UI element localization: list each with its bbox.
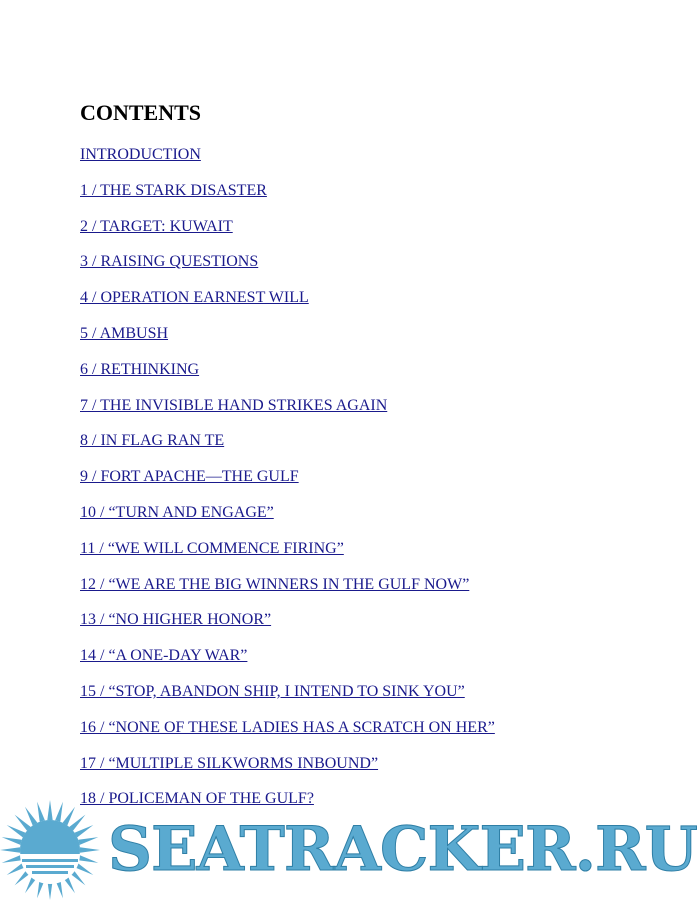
sun-ray: [2, 855, 22, 863]
sun-ray: [2, 837, 22, 845]
toc-item: [80, 432, 495, 468]
toc-item: [80, 253, 495, 289]
sun-ray: [63, 807, 75, 826]
toc-item: [80, 289, 495, 325]
toc-item: [80, 397, 495, 433]
toc-link-chapter-3[interactable]: 3 / RAISING QUESTIONS: [80, 253, 259, 271]
toc-item: [80, 325, 495, 361]
sun-ray: [75, 825, 94, 837]
toc-link-chapter-17[interactable]: 17 / “MULTIPLE SILKWORMS INBOUND”: [80, 754, 379, 772]
toc-link-chapter-8[interactable]: 8 / IN FLAG RAN TE: [80, 432, 225, 450]
toc-link-chapter-15[interactable]: 15 / “STOP, ABANDON SHIP, I INTEND TO SINK YOU”: [80, 682, 465, 700]
toc-link-introduction[interactable]: INTRODUCTION: [80, 146, 201, 163]
toc-item: [80, 361, 495, 397]
toc-item: [80, 504, 495, 540]
sun-ray: [47, 800, 52, 820]
watermark-text: SEATRACKER.RU: [108, 814, 697, 885]
toc-link-chapter-7[interactable]: 7 / THE INVISIBLE HAND STRIKES AGAIN: [80, 396, 388, 414]
table-of-contents: [80, 146, 495, 826]
sun-ray: [0, 847, 20, 852]
toc-item: [80, 755, 495, 791]
toc-item: [80, 611, 495, 647]
toc-link-chapter-6[interactable]: 6 / RETHINKING: [80, 360, 200, 378]
toc-item: [80, 468, 495, 504]
toc-link-chapter-5[interactable]: 5 / AMBUSH: [80, 324, 169, 342]
toc-link-chapter-11[interactable]: 11 / “WE WILL COMMENCE FIRING”: [80, 539, 344, 557]
sun-ray: [37, 802, 45, 822]
sun-ray: [15, 815, 31, 831]
toc-link-chapter-16[interactable]: 16 / “NONE OF THESE LADIES HAS A SCRATCH ON HER”: [80, 718, 495, 736]
toc-link-chapter-10[interactable]: 10 / “TURN AND ENGAGE”: [80, 503, 274, 521]
toc-link-chapter-4[interactable]: 4 / OPERATION EARNEST WILL: [80, 289, 309, 307]
toc-item: [80, 540, 495, 576]
page-title: CONTENTS: [80, 100, 202, 125]
toc-item: [80, 719, 495, 755]
toc-link-chapter-1[interactable]: 1 / THE STARK DISASTER: [80, 181, 267, 199]
toc-item: [80, 683, 495, 719]
sun-ray: [55, 802, 63, 822]
toc-link-chapter-2[interactable]: 2 / TARGET: KUWAIT: [80, 217, 233, 235]
toc-item: [80, 647, 495, 683]
toc-item: [80, 218, 495, 254]
toc-link-chapter-13[interactable]: 13 / “NO HIGHER HONOR”: [80, 611, 272, 629]
toc-item: [80, 576, 495, 612]
toc-item: [80, 182, 495, 218]
sun-icon: [0, 800, 100, 900]
toc-link-chapter-9[interactable]: 9 / FORT APACHE—THE GULF: [80, 468, 299, 486]
sun-ray: [80, 847, 100, 852]
toc-link-chapter-14[interactable]: 14 / “A ONE-DAY WAR”: [80, 647, 248, 665]
sun-ray: [78, 855, 98, 863]
sun-ray: [78, 837, 98, 845]
sun-ray: [25, 807, 37, 826]
sun-ray: [69, 815, 85, 831]
sun-ray: [7, 825, 26, 837]
toc-link-chapter-12[interactable]: 12 / “WE ARE THE BIG WINNERS IN THE GULF NOW”: [80, 575, 470, 593]
toc-item: [80, 146, 495, 182]
toc-link-chapter-18[interactable]: 18 / POLICEMAN OF THE GULF?: [80, 790, 314, 808]
